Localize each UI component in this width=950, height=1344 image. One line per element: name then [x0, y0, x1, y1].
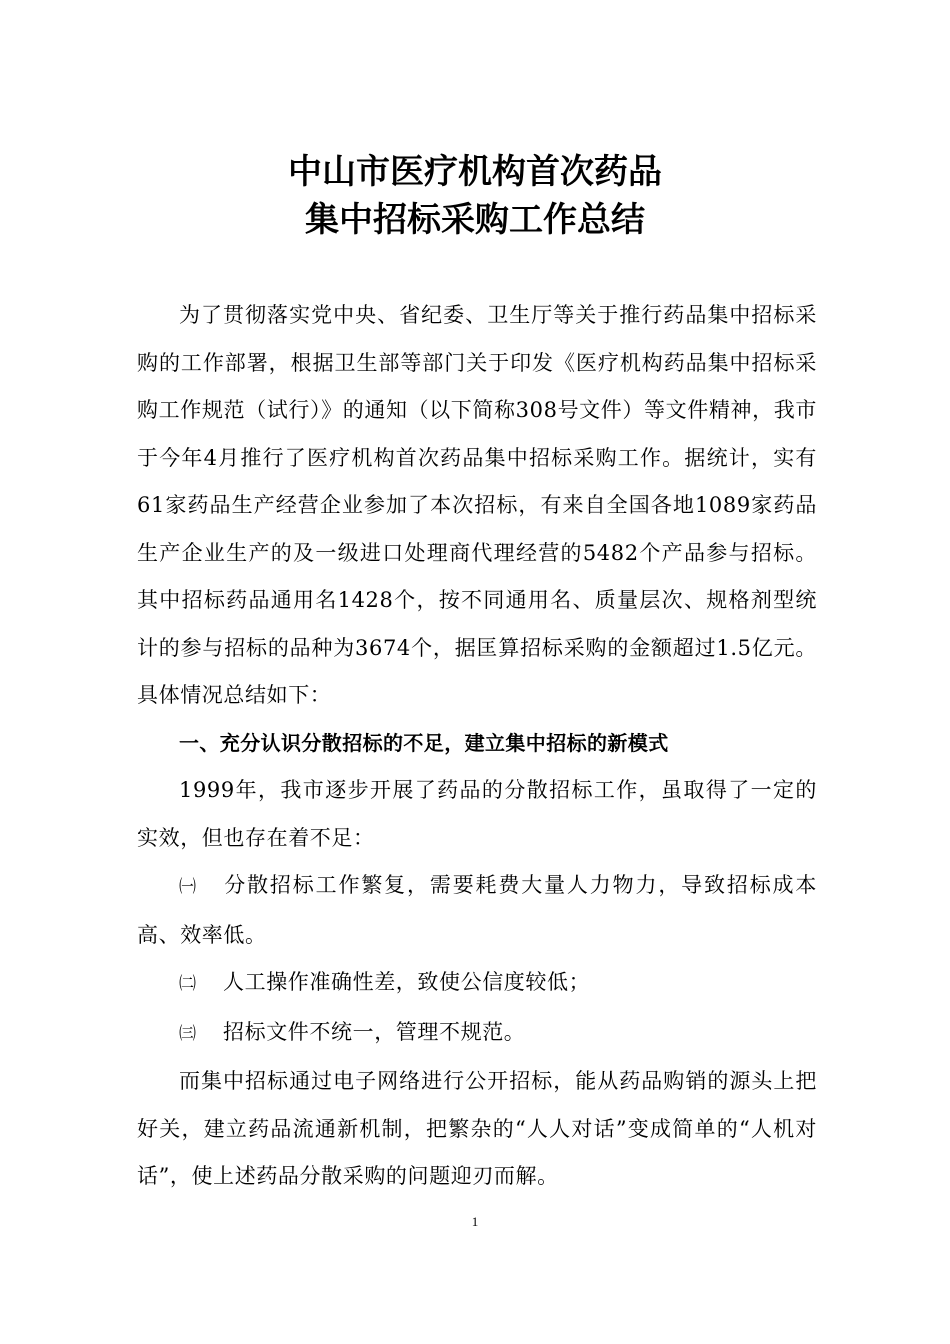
list-marker: ㈢: [179, 1023, 197, 1044]
document-title-line-2: 集中招标采购工作总结: [305, 200, 645, 240]
list-marker: ㈡: [179, 974, 197, 994]
closing-paragraph: 而集中招标通过电子网络进行公开招标，能从药品购销的源头上把好关，建立药品流通新机制，把繁杂的“人人对话”变成简单的“人机对话”，使上述药品分散采购的问题迎刃而解。: [137, 1069, 817, 1188]
intro-paragraph: 为了贯彻落实党中央、省纪委、卫生厅等关于推行药品集中招标采购的工作部署，根据卫生部等部门关于印发《医疗机构药品集中招标采购工作规范（试行）》的通知（以下简称308号文件）等文件精神，我市于今年4月推行了医疗机构首次药品集中招标采购工作。据统计，实有61家药品生产经营企业参加了本次招标，有来自全国各地1089家药品生产企业生产的及一级进口处理商代理经营的5482个产品参与招标。其中招标药品通用名1428个，按不同通用名、质量层次、规格剂型统计的参与招标的品种为3674个，据匡算招标采购的金额超过1.5亿元。具体情况总结如下：: [137, 303, 817, 707]
list-item: [137, 959, 817, 1009]
list-marker: ㈠: [179, 877, 197, 897]
list-item-text: 人工操作准确性差，致使公信度较低；: [223, 970, 591, 994]
list-item-text: 分散招标工作繁复，需要耗费大量人力物力，导致招标成本高、效率低。: [137, 873, 817, 947]
list-item: [137, 1009, 817, 1059]
section1-paragraph: 1999年，我市逐步开展了药品的分散招标工作，虽取得了一定的实效，但也存在着不足：: [137, 778, 817, 850]
list-item: [137, 862, 817, 959]
page-number: 1: [471, 1214, 479, 1229]
document-title-line-1: 中山市医疗机构首次药品: [288, 152, 662, 192]
section-heading-1: 一、充分认识分散招标的不足，建立集中招标的新模式: [179, 730, 669, 755]
list-item-text: 招标文件不统一，管理不规范。: [223, 1019, 526, 1044]
document-body: [137, 292, 817, 1201]
